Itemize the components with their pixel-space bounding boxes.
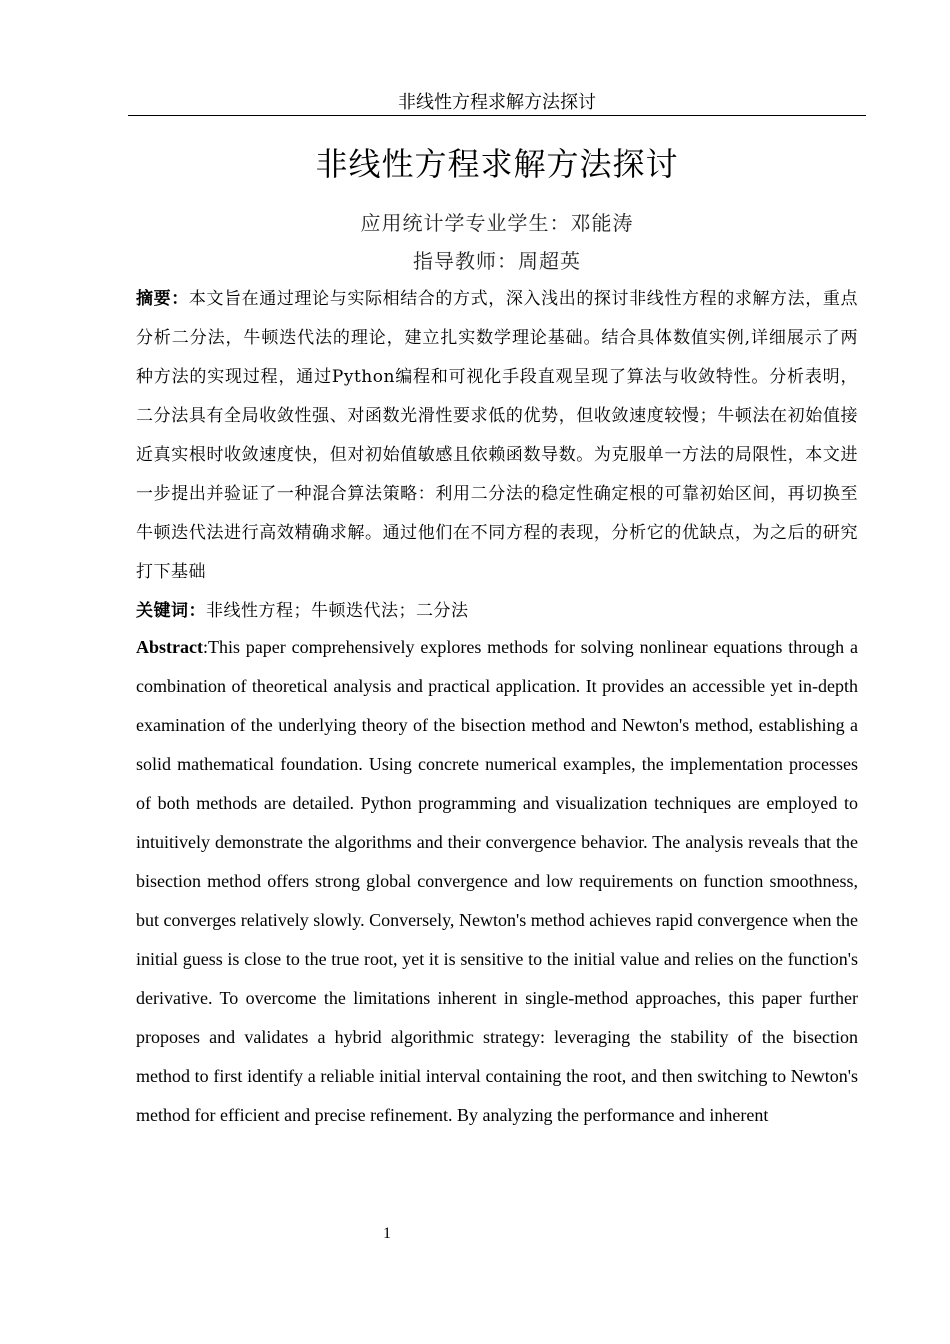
chinese-abstract: [136, 280, 858, 592]
running-header: 非线性方程求解方法探讨: [398, 92, 596, 113]
chinese-keywords-label: 关键词：: [136, 601, 206, 621]
chinese-abstract-section: [136, 280, 858, 631]
page-number: 1: [383, 1225, 391, 1242]
chinese-keywords-text: 非线性方程；牛顿迭代法；二分法: [206, 601, 469, 621]
chinese-keywords: [136, 592, 858, 631]
author-student: 应用统计学专业学生：邓能涛: [360, 211, 634, 235]
english-abstract-section: [136, 628, 858, 1135]
chinese-abstract-label: 摘要：: [136, 289, 189, 309]
english-abstract-label: Abstract: [136, 637, 203, 657]
document-title: 非线性方程求解方法探讨: [315, 145, 679, 183]
english-abstract: [136, 628, 858, 1135]
chinese-abstract-text: 本文旨在通过理论与实际相结合的方式，深入浅出的探讨非线性方程的求解方法，重点分析二分法，牛顿迭代法的理论，建立扎实数学理论基础。结合具体数值实例,详细展示了两种方法的实现过程，通过Python编程和可视化手段直观呈现了算法与收敛特性。分析表明，二分法具有全局收敛性强、对函数光滑性要求低的优势，但收敛速度较慢；牛顿法在初始值接近真实根时收敛速度快，但对初始值敏感且依赖函数导数。为克服单一方法的局限性，本文进一步提出并验证了一种混合算法策略：利用二分法的稳定性确定根的可靠初始区间，再切换至牛顿迭代法进行高效精确求解。通过他们在不同方程的表现，分析它的优缺点，为之后的研究打下基础: [136, 289, 859, 582]
english-abstract-text: :This paper comprehensively explores methods for solving nonlinear equations through a combination of theoretical analysis and practical application. It provides an accessible yet in-depth examination of the underlying theory of the bisection method and Newton's method, establishing a solid mathematical foundation. Using concrete numerical examples, the implementation processes of both methods are detailed. Python programming and visualization techniques are employed to intuitively demonstrate the algorithms and their convergence behavior. The analysis reveals that the bisection method offers strong global convergence and low requirements on function smoothness, but converges relatively slowly. Conversely, Newton's method achieves rapid convergence when the initial guess is close to the true root, yet it is sensitive to the initial value and relies on the function's derivative. To overcome the limitations inherent in single-method approaches, this paper further proposes and validates a hybrid algorithmic strategy: leveraging the stability of the bisection method to first identify a reliable initial interval containing the root, and then switching to Newton's method for efficient and precise refinement. By analyzing the performance and inherent: [136, 637, 858, 1125]
author-advisor: 指导教师：周超英: [413, 249, 581, 273]
header-rule: [128, 115, 866, 116]
